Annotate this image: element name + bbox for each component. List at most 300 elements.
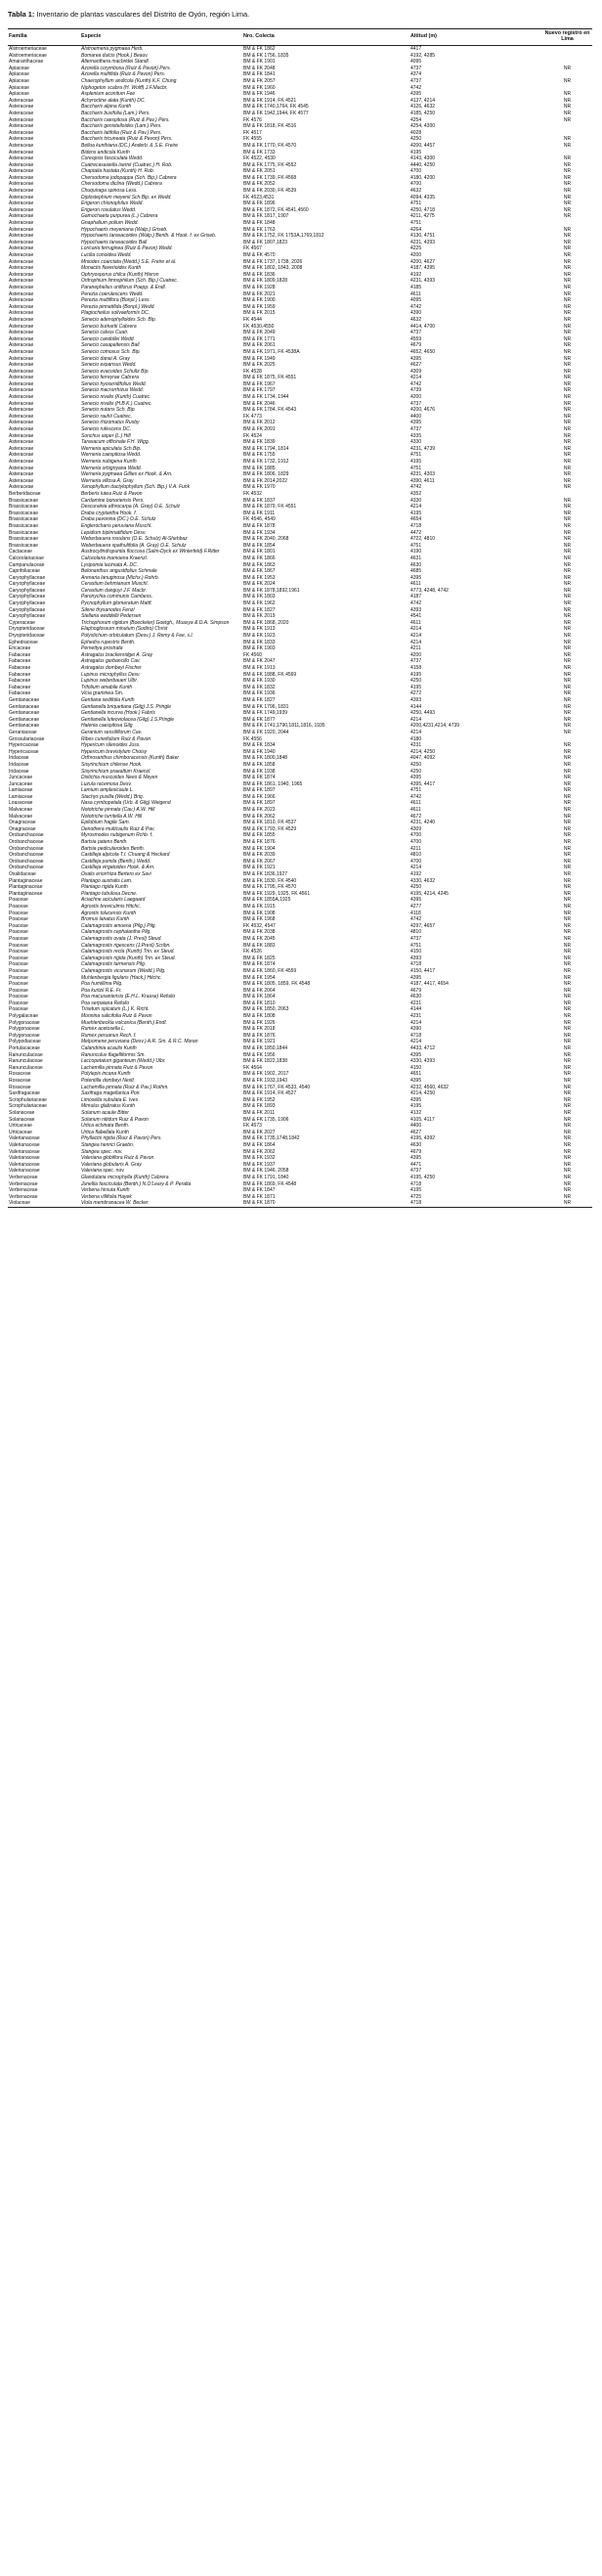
- cell-nuevo-registro: NR: [563, 742, 572, 749]
- cell-nro-colecta: BM & FK 1855A,1925: [243, 897, 291, 904]
- cell-nro-colecta: BM & FK 1953: [243, 574, 276, 581]
- cell-especie: Urtica echinata Benth.: [81, 1123, 130, 1130]
- cell-especie: Xenophyllum dactylophyllum (Sch. Bip.) V.A. Funk: [81, 484, 191, 491]
- cell-altitud: 4150: [410, 949, 422, 955]
- table-row: [8, 439, 592, 446]
- cell-especie: Poa kurtzii R.E. Fr.: [81, 987, 122, 994]
- cell-familia: Caryophyllaceae: [9, 594, 46, 600]
- table-row: [8, 233, 592, 240]
- cell-familia: Poaceae: [9, 999, 28, 1006]
- cell-especie: Stangea spec. nov.: [81, 1148, 123, 1155]
- cell-nro-colecta: BM & FK 2061: [243, 342, 276, 349]
- cell-familia: Asteraceae: [9, 310, 34, 317]
- table-row: [8, 259, 592, 266]
- cell-nro-colecta: BM & FK 1841: [243, 71, 276, 78]
- table-row: [8, 897, 592, 904]
- table-row: [8, 1155, 592, 1162]
- cell-nuevo-registro: NR: [563, 761, 572, 768]
- cell-especie: Draba pavonina (DC.) O.E. Schulz: [81, 516, 156, 523]
- cell-nro-colecta: BM & FK 1867: [243, 568, 276, 575]
- cell-nuevo-registro: NR: [563, 729, 572, 735]
- cell-especie: Azorella multifida (Ruiz & Pavon) Pers.: [81, 71, 166, 78]
- cell-especie: Calamagrostis rigida (Kunth) Trin. ex Steud.: [81, 955, 176, 961]
- cell-altitud: 4214: [410, 729, 422, 735]
- cell-familia: Poaceae: [9, 949, 28, 955]
- cell-especie: Mimulus glabratus Kunth: [81, 1103, 136, 1110]
- cell-nuevo-registro: NR: [563, 155, 572, 162]
- cell-nro-colecta: BM & FK 1818, FK 4516: [243, 123, 297, 130]
- cell-familia: Asteraceae: [9, 168, 34, 175]
- table-row: [8, 1142, 592, 1149]
- cell-nro-colecta: BM & FK 1834: [243, 742, 276, 749]
- table-row: [8, 600, 592, 607]
- cell-familia: Poaceae: [9, 935, 28, 942]
- cell-nuevo-registro: NR: [563, 1193, 572, 1200]
- cell-nuevo-registro: NR: [563, 104, 572, 111]
- cell-nuevo-registro: NR: [563, 413, 572, 420]
- cell-nro-colecta: FK 4555: [243, 136, 262, 143]
- table-row: [8, 1149, 592, 1156]
- cell-altitud: 4472: [410, 529, 422, 536]
- cell-nuevo-registro: NR: [563, 400, 572, 407]
- cell-altitud: 4742: [410, 484, 422, 491]
- cell-nuevo-registro: NR: [563, 665, 572, 671]
- cell-nro-colecta: BM & FK 1836,1927: [243, 871, 288, 877]
- cell-nuevo-registro: NR: [563, 703, 572, 710]
- table-row: [8, 690, 592, 697]
- cell-nro-colecta: FK 4546, 4549: [243, 516, 276, 523]
- cell-especie: Calamagrostis tarmensis Pilg.: [81, 961, 147, 968]
- cell-familia: Iridaceae: [9, 755, 29, 762]
- table-header-row: [8, 29, 592, 46]
- cell-familia: Poaceae: [9, 929, 28, 936]
- table-row: [8, 981, 592, 988]
- cell-altitud: 4214: [410, 1039, 422, 1045]
- cell-familia: Asteraceae: [9, 136, 34, 143]
- cell-nuevo-registro: NR: [563, 522, 572, 529]
- cell-nuevo-registro: NR: [563, 884, 572, 891]
- cell-especie: Ephedra rupestris Benth.: [81, 639, 136, 645]
- cell-familia: Lamiaceae: [9, 793, 33, 800]
- cell-nro-colecta: BM & FK 1771: [243, 335, 276, 342]
- cell-familia: Asteraceae: [9, 380, 34, 387]
- cell-nro-colecta: FK 4526: [243, 949, 262, 955]
- cell-familia: Asteraceae: [9, 375, 34, 381]
- cell-nro-colecta: BM & FK 1878: [243, 522, 276, 529]
- cell-especie: Achyrocline alata (Kunth) DC.: [81, 97, 146, 104]
- cell-nuevo-registro: NR: [563, 245, 572, 252]
- cell-nro-colecta: BM & FK 1888, FK 4569: [243, 671, 297, 678]
- table-row: [8, 1162, 592, 1169]
- cell-nro-colecta: BM & FK 1870: [242, 1200, 409, 1207]
- table-row: [8, 923, 592, 930]
- cell-nuevo-registro: NR: [563, 587, 572, 594]
- cell-altitud: 4180: [410, 735, 422, 742]
- cell-altitud: 4395: [410, 1051, 422, 1058]
- cell-altitud: 4751: [410, 787, 422, 794]
- cell-especie: Trichophorum rigidum (Boeckeler) Goetgh., Muasya & D.A. Simpson: [81, 619, 230, 626]
- cell-familia: Asteraceae: [9, 181, 34, 188]
- cell-especie: Astragalus garbancillo Cav.: [81, 658, 141, 665]
- cell-familia: Violaceae: [8, 1200, 80, 1207]
- cell-altitud: 4192: [410, 871, 422, 877]
- cell-altitud: 4195: [410, 459, 422, 465]
- cell-familia: Caryophyllaceae: [9, 581, 46, 588]
- table-row: [8, 549, 592, 555]
- cell-altitud: 4630: [410, 1141, 422, 1148]
- cell-nuevo-registro: NR: [563, 678, 572, 685]
- table-title-text: Inventario de plantas vasculares del Distrito de Oyón, región Lima.: [34, 10, 250, 19]
- cell-nuevo-registro: NR: [563, 516, 572, 523]
- table-row: [8, 181, 592, 188]
- cell-altitud: 4374: [410, 71, 422, 78]
- cell-familia: Asteraceae: [9, 213, 34, 220]
- table-row: [8, 401, 592, 408]
- table-row: [8, 1006, 592, 1013]
- cell-altitud: 4214: [410, 865, 422, 871]
- cell-especie: Senecio ferreyrae Cabrera: [81, 375, 139, 381]
- cell-altitud: 4400: [410, 413, 422, 420]
- cell-nuevo-registro: NR: [563, 303, 572, 310]
- cell-altitud: 4630: [410, 561, 422, 568]
- cell-nro-colecta: BM & FK 1952: [243, 1096, 276, 1103]
- cell-familia: Grossulariaceae: [9, 735, 45, 742]
- cell-familia: Asteraceae: [9, 188, 34, 195]
- cell-altitud: 4297, 4657: [410, 922, 436, 929]
- cell-especie: Melpomene peruviana (Desv.) A.R. Sm. & R.C. Moran: [81, 1039, 198, 1045]
- cell-nro-colecta: FK 4530,4550: [243, 323, 275, 330]
- cell-nro-colecta: BM & FK 1802, 1843, 2008: [243, 265, 303, 272]
- cell-nuevo-registro: NR: [563, 510, 572, 516]
- cell-especie: Elaphoglossum minutum (Sodiro) Christ: [81, 626, 168, 633]
- table-row: [8, 310, 592, 317]
- table-row: [8, 278, 592, 285]
- cell-altitud: 4627: [410, 1129, 422, 1135]
- cell-familia: Poaceae: [9, 942, 28, 949]
- cell-nro-colecta: FK 4528: [243, 368, 262, 375]
- cell-altitud: 4028: [410, 129, 422, 136]
- cell-familia: Asteraceae: [9, 200, 34, 207]
- cell-nro-colecta: BM & FK 1902, 2017: [243, 1071, 289, 1078]
- cell-nuevo-registro: NR: [563, 1058, 572, 1065]
- cell-nro-colecta: BM & FK 1946, 2058: [243, 1168, 289, 1175]
- cell-familia: Loasaceae: [9, 800, 33, 807]
- page: [0, 0, 602, 1208]
- cell-nuevo-registro: NR: [563, 278, 572, 285]
- cell-altitud: 4810: [410, 852, 422, 859]
- cell-familia: Asteraceae: [9, 471, 34, 478]
- cell-familia: Asteraceae: [9, 258, 34, 265]
- cell-nro-colecta: FK 4544: [243, 316, 262, 323]
- table-row: [8, 936, 592, 943]
- cell-nuevo-registro: NR: [563, 967, 572, 974]
- table-row: [8, 491, 592, 498]
- cell-nro-colecta: BM & FK 1942,1944, FK 4577: [243, 110, 309, 116]
- cell-nro-colecta: BM & FK 2067: [243, 858, 276, 865]
- cell-especie: Chaptalia hastata (Kunth) H. Rob.: [81, 168, 155, 175]
- table-row: [8, 749, 592, 756]
- cell-nuevo-registro: NR: [563, 432, 572, 439]
- cell-familia: Caprifoliaceae: [9, 568, 40, 575]
- cell-especie: Verbena hirsuta Kunth: [81, 1187, 130, 1194]
- cell-especie: Werneria pygmaea Gillies ex Hook. & Arn.: [81, 471, 173, 478]
- cell-nro-colecta: BM & FK 1930: [243, 678, 276, 685]
- cell-nuevo-registro: NR: [563, 787, 572, 794]
- cell-nuevo-registro: NR: [563, 800, 572, 807]
- table-row: [8, 523, 592, 530]
- cell-altitud: 4225: [410, 245, 422, 252]
- cell-nuevo-registro: NR: [563, 1045, 572, 1052]
- cell-nuevo-registro: NR: [563, 845, 572, 852]
- cell-familia: Caryophyllaceae: [9, 613, 46, 620]
- cell-nuevo-registro: NR: [563, 239, 572, 245]
- cell-especie: Solanum nitidum Ruiz & Pavon: [81, 1116, 149, 1123]
- cell-altitud: 4393: [410, 606, 422, 613]
- header-nuevo-registro: Nuevo registro en Lima: [544, 30, 590, 42]
- table-row: [8, 775, 592, 781]
- cell-familia: Geraniaceae: [9, 729, 37, 735]
- cell-nuevo-registro: NR: [563, 497, 572, 504]
- cell-nuevo-registro: NR: [563, 981, 572, 988]
- cell-familia: Asteraceae: [9, 355, 34, 362]
- cell-nuevo-registro: NR: [563, 290, 572, 297]
- table-row: [8, 1052, 592, 1059]
- cell-nuevo-registro: NR: [563, 362, 572, 369]
- cell-nro-colecta: BM & FK 1836: [243, 271, 276, 278]
- cell-nro-colecta: BM & FK 1803: [243, 594, 276, 600]
- cell-familia: Valerianaceae: [9, 1161, 40, 1168]
- table-row: [8, 317, 592, 324]
- cell-nro-colecta: BM & FK 1962: [243, 600, 276, 607]
- table-row: [8, 375, 592, 381]
- cell-altitud: 4718: [410, 961, 422, 968]
- cell-nuevo-registro: NR: [563, 1039, 572, 1045]
- cell-nro-colecta: BM & FK 1817, 1907: [243, 213, 289, 220]
- table-row: [8, 1168, 592, 1175]
- cell-nro-colecta: BM & FK 2062: [243, 1148, 276, 1155]
- cell-nuevo-registro: NR: [563, 439, 572, 446]
- cell-altitud: 4231, 4739: [410, 445, 436, 452]
- cell-altitud: 4231: [410, 999, 422, 1006]
- header-especie: Especie: [81, 33, 102, 39]
- table-row: [8, 820, 592, 826]
- cell-nuevo-registro: NR: [563, 903, 572, 910]
- cell-nro-colecta: BM & FK 1879, FK 4551: [243, 504, 297, 511]
- cell-especie: Bartsia patens Benth.: [81, 839, 128, 846]
- cell-nro-colecta: BM & FK 1847: [243, 1187, 276, 1194]
- cell-nuevo-registro: NR: [563, 1019, 572, 1026]
- cell-altitud: 4250: [410, 884, 422, 891]
- cell-nro-colecta: BM & FK 2062: [243, 813, 276, 820]
- table-body: [8, 46, 592, 1208]
- table-row: [8, 871, 592, 878]
- table-row: [8, 968, 592, 975]
- cell-altitud: 4672: [410, 813, 422, 820]
- cell-familia: Asteraceae: [9, 426, 34, 433]
- cell-altitud: 4195: [410, 684, 422, 690]
- cell-nro-colecta: BM & FK 1936: [243, 690, 276, 697]
- table-row: [8, 607, 592, 614]
- cell-nuevo-registro: NR: [563, 871, 572, 877]
- cell-especie: Senecio nivalis (Kunth) Cuatrec.: [81, 394, 151, 401]
- cell-especie: Baccharis caespitosa (Ruiz & Pav.) Pers.: [81, 116, 170, 123]
- cell-familia: Polygalaceae: [9, 1013, 39, 1020]
- cell-nro-colecta: BM & FK 1923: [243, 633, 276, 640]
- cell-familia: Berberidaceae: [9, 490, 41, 497]
- table-row: [8, 1117, 592, 1124]
- cell-nro-colecta: BM & FK 1825: [243, 955, 276, 961]
- cell-altitud: 4395: [410, 1078, 422, 1084]
- cell-familia: Orobanchaceae: [9, 839, 44, 846]
- cell-familia: Poaceae: [9, 1006, 28, 1013]
- table-row: [8, 568, 592, 575]
- table-row: [8, 143, 592, 150]
- cell-altitud: 4440, 4250: [410, 161, 436, 168]
- table-row: [8, 955, 592, 962]
- cell-especie: Gentianella luteoviolacea (Gilg) J.S.Pringle: [81, 716, 175, 723]
- table-row: [8, 66, 592, 72]
- cell-nro-colecta: BM & FK 1971, FK 4538A: [243, 348, 300, 355]
- cell-nuevo-registro: NR: [563, 174, 572, 181]
- table-row: [8, 730, 592, 736]
- cell-especie: Perezia coerulescens Wedd.: [81, 290, 144, 297]
- cell-nro-colecta: BM & FK 2051: [243, 168, 276, 175]
- cell-especie: Limosella subulata E. Ives: [81, 1096, 139, 1103]
- table-row: [8, 59, 592, 66]
- cell-nro-colecta: BM & FK 1921: [243, 865, 276, 871]
- cell-nro-colecta: BM & FK 1796, 1831: [243, 703, 289, 710]
- cell-especie: Werneria villosa A. Gray: [81, 477, 134, 484]
- cell-nro-colecta: BM & FK 1893: [243, 1103, 276, 1110]
- cell-nro-colecta: BM & FK 1806, 1829: [243, 471, 289, 478]
- cell-nuevo-registro: NR: [563, 955, 572, 961]
- cell-altitud: 4751: [410, 200, 422, 207]
- cell-especie: Niphogeton scabra (H. Wolff) J.F.Macbr.: [81, 84, 168, 91]
- table-row: [8, 1123, 592, 1130]
- cell-especie: Luzula racemosa Desv.: [81, 780, 132, 787]
- cell-nuevo-registro: NR: [563, 671, 572, 678]
- table-row: [8, 136, 592, 143]
- cell-nuevo-registro: NR: [563, 116, 572, 123]
- cell-familia: Fabaceae: [9, 684, 31, 690]
- cell-nuevo-registro: NR: [563, 206, 572, 213]
- table-row: [8, 1135, 592, 1142]
- cell-especie: Vicia graminea Sm.: [81, 690, 124, 697]
- cell-familia: Asteraceae: [9, 278, 34, 285]
- cell-nuevo-registro: NR: [563, 748, 572, 755]
- table-row: [8, 98, 592, 105]
- table-row: [8, 426, 592, 433]
- table-row: [8, 240, 592, 246]
- cell-familia: Brassicaceae: [9, 510, 39, 516]
- cell-nro-colecta: BM & FK 1848: [243, 220, 276, 227]
- table-row: [8, 575, 592, 582]
- cell-altitud: 4214, 4250: [410, 748, 436, 755]
- cell-familia: Asteraceae: [9, 407, 34, 414]
- cell-nuevo-registro: NR: [563, 297, 572, 304]
- cell-familia: Verbenaceae: [9, 1180, 38, 1187]
- cell-altitud: 4737: [410, 935, 422, 942]
- cell-nuevo-registro: [542, 130, 592, 137]
- cell-nro-colecta: BM & FK 1954: [243, 974, 276, 981]
- cell-nro-colecta: BM & FK 1967: [243, 380, 276, 387]
- cell-familia: Portulacaceae: [9, 1045, 40, 1052]
- header-familia: Familia: [9, 33, 27, 39]
- cell-altitud: 4737: [410, 65, 422, 71]
- cell-altitud: 4143, 4300: [410, 155, 436, 162]
- cell-altitud: 4751: [410, 942, 422, 949]
- table-row: [8, 111, 592, 117]
- table-row: [8, 961, 592, 968]
- cell-especie: Orthrosanthus chimboracensis (Kunth) Baker: [81, 755, 180, 762]
- cell-altitud: 4471: [410, 1161, 422, 1168]
- cell-familia: Gentianaceae: [9, 710, 40, 717]
- cell-altitud: 4737: [410, 1168, 422, 1175]
- cell-familia: Asteraceae: [9, 452, 34, 459]
- table-row: [8, 446, 592, 453]
- table-row: [8, 213, 592, 220]
- cell-nuevo-registro: NR: [563, 658, 572, 665]
- cell-especie: Poa macusaniensis (E.H.L. Krause) Refulio: [81, 994, 176, 1000]
- cell-altitud: 4395: [410, 1155, 422, 1162]
- cell-nro-colecta: BM & FK 1770, FK 4570: [243, 142, 297, 149]
- cell-nro-colecta: BM & FK 2021: [243, 290, 276, 297]
- table-row: [8, 1194, 592, 1201]
- cell-altitud: 4309: [410, 368, 422, 375]
- table-row: [8, 117, 592, 124]
- cell-altitud: 4393: [410, 696, 422, 703]
- cell-altitud: 4611: [410, 619, 421, 626]
- cell-especie: Lamium amplexicaule L.: [81, 787, 134, 794]
- cell-altitud: 4231, 4303: [410, 471, 436, 478]
- cell-familia: Cactaceae: [9, 549, 32, 555]
- cell-especie: Senecio candollei Wedd.: [81, 335, 135, 342]
- header-nro-colecta: Nro. Colecta: [243, 33, 275, 39]
- cell-nuevo-registro: NR: [563, 922, 572, 929]
- cell-familia: Dryopteridaceae: [9, 626, 45, 633]
- cell-familia: Orobanchaceae: [9, 865, 44, 871]
- table-row: [8, 633, 592, 640]
- table-row: [8, 414, 592, 421]
- cell-altitud: 4395: [410, 974, 422, 981]
- cell-nro-colecta: BM & FK 1837: [243, 497, 276, 504]
- cell-nuevo-registro: NR: [563, 265, 572, 272]
- cell-altitud: 4751: [410, 220, 422, 227]
- cell-nro-colecta: BM & FK 1735, 1906: [243, 1116, 289, 1123]
- cell-altitud: 4751: [410, 452, 422, 459]
- cell-altitud: 4195: [410, 671, 422, 678]
- cell-especie: Trifolium amabile Kunth: [81, 684, 133, 690]
- cell-familia: Asteraceae: [9, 484, 34, 491]
- cell-nro-colecta: BM & FK 1949: [243, 355, 276, 362]
- cell-familia: Brassicaceae: [9, 529, 39, 536]
- cell-altitud: 4250: [410, 761, 422, 768]
- cell-nro-colecta: BM & FK 2052: [243, 181, 276, 188]
- table-row: [8, 859, 592, 866]
- cell-altitud: 4433, 4712: [410, 1045, 436, 1052]
- cell-especie: Senecio nutans Sch. Bip.: [81, 407, 136, 414]
- cell-nro-colecta: BM & FK 1763: [243, 226, 276, 233]
- table-title-label: Tabla 1:: [8, 10, 35, 19]
- table-row: [8, 342, 592, 349]
- cell-especie: Gentiana sedifolia Kunth: [81, 696, 135, 703]
- cell-familia: Fabaceae: [9, 665, 31, 671]
- table-row: [8, 484, 592, 491]
- cell-altitud: 4195: [410, 149, 422, 155]
- cell-nro-colecta: BM & FK 1883: [243, 942, 276, 949]
- cell-nuevo-registro: NR: [563, 1103, 572, 1110]
- table-row: [8, 839, 592, 846]
